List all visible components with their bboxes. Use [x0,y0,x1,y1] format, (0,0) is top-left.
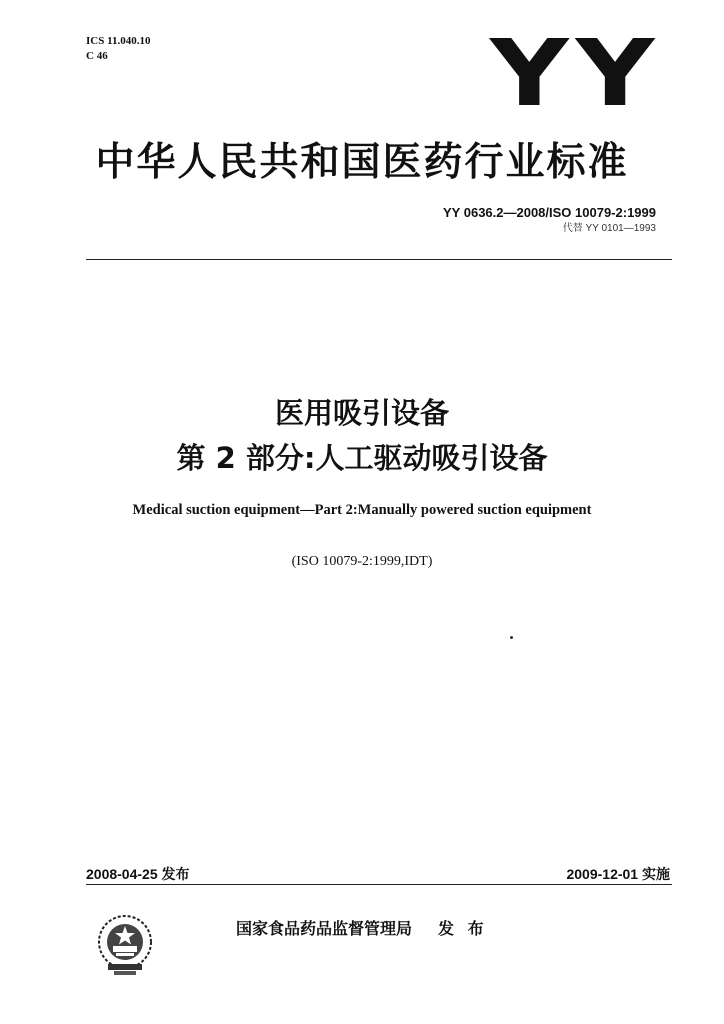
publisher-name: 国家食品药品监督管理局 [236,919,413,938]
scan-speck [510,636,513,639]
implementation-date: 2009-12-01 实施 [566,866,670,882]
title-line-1: 医用吸引设备 [274,396,449,430]
ics-code: ICS 11.040.10 [86,35,151,47]
english-title: Medical suction equipment—Part 2:Manually powered suction equipment [132,502,592,518]
standard-name: 中华人民共和国医药行业标准 [95,140,629,185]
iso-reference: (ISO 10079-2:1999,IDT) [291,554,433,569]
standard-number: YY 0636.2—2008/ISO 10079-2:1999 [443,205,656,220]
replaces-standard: 代替 YY 0101—1993 [562,223,656,234]
title-line-2: 第 2 部分:人工驱动吸引设备 [176,441,548,475]
yy-logo: YY [490,20,662,127]
standard-number-block [443,205,656,237]
national-emblem-icon [94,912,156,978]
ccs-code: C 46 [86,50,108,62]
publish-action: 发 布 [438,919,488,938]
footer-divider [86,884,672,885]
publisher-line [236,918,488,940]
ics-classification [86,34,151,64]
header-divider [86,259,672,260]
issue-date: 2008-04-25 发布 [86,866,190,882]
